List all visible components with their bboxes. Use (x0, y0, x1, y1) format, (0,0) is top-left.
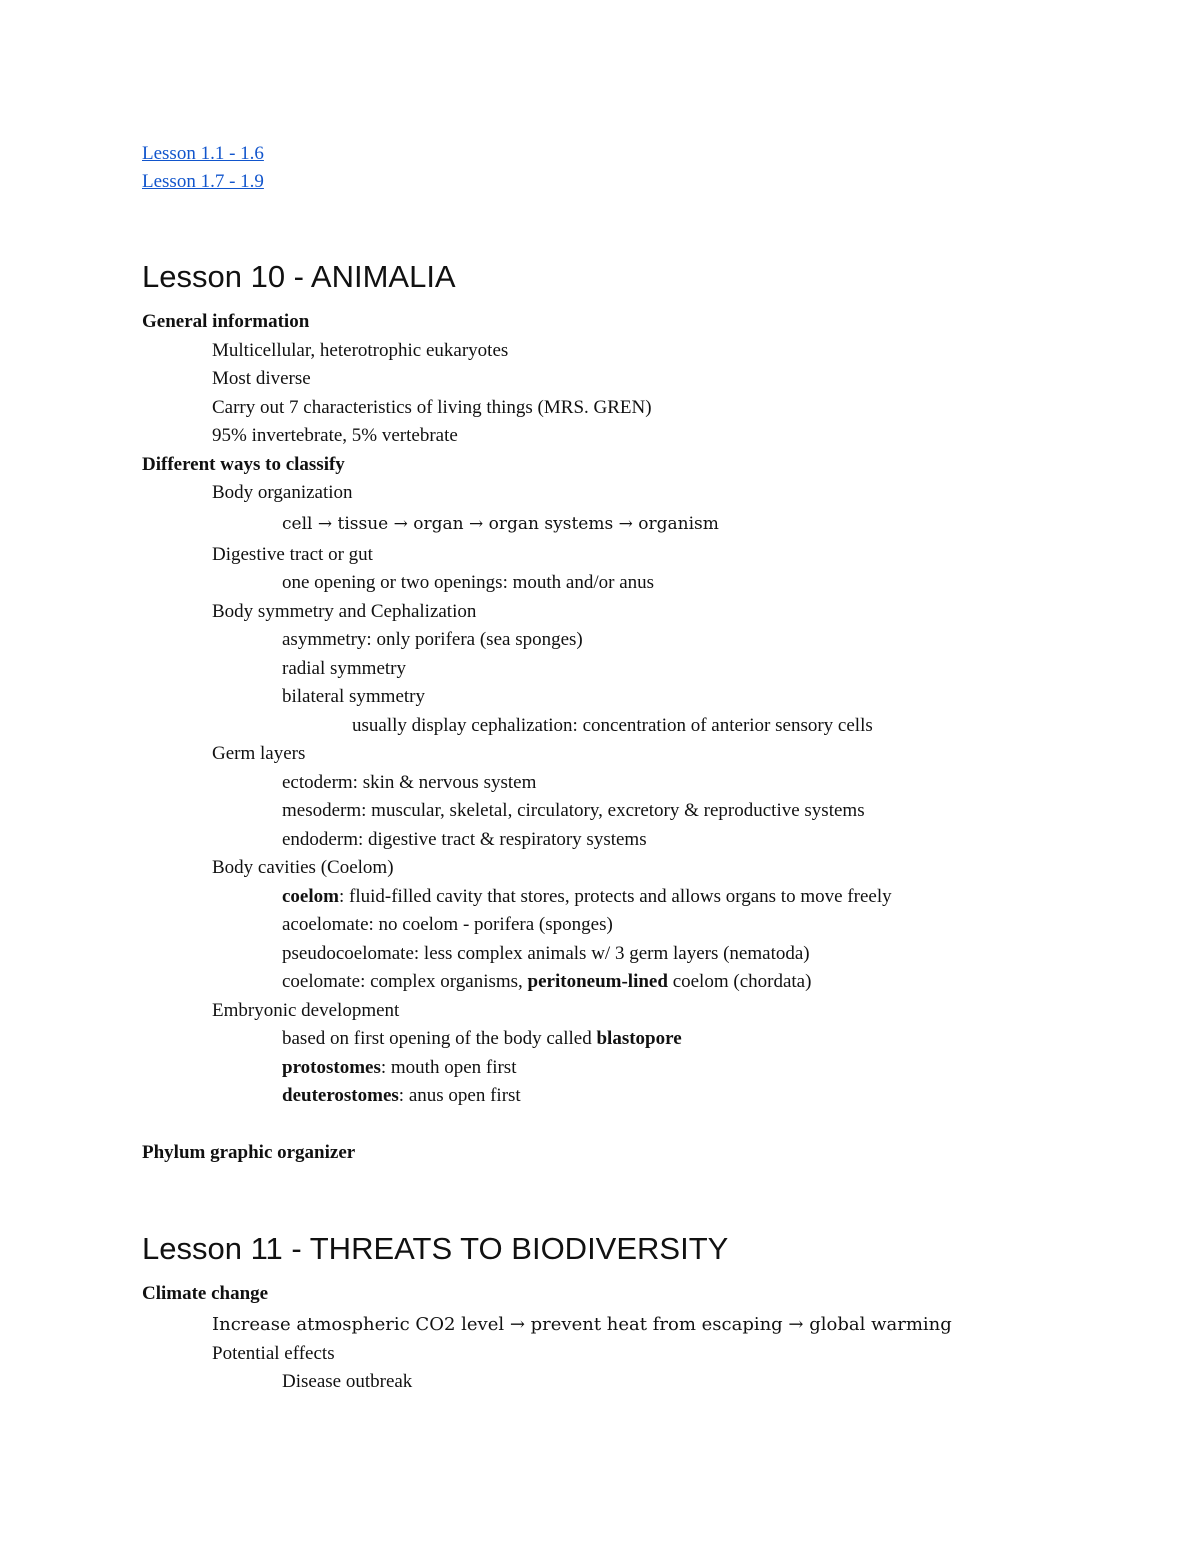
lesson-11-section (142, 1230, 1142, 1397)
deuterostomes-def: : anus open first (398, 1085, 521, 1106)
germ-layers: Germ layers (212, 743, 306, 764)
protostomes-item (142, 1054, 1142, 1083)
body-symmetry: Body symmetry and Cephalization (212, 600, 477, 622)
coelom-def-text: : fluid-filled cavity that stores, protects and allows organs to move freely (338, 885, 892, 907)
symmetry-item: bilateral symmetry (282, 686, 425, 707)
deuterostomes-item (142, 1082, 1142, 1111)
lesson-10-title: Lesson 10 - ANIMALIA (142, 259, 456, 294)
lesson-link-1-1[interactable]: Lesson 1.1 - 1.6 (142, 143, 264, 164)
coelomate-item (142, 968, 1142, 997)
phylum-organizer-heading: Phylum graphic organizer (142, 1141, 356, 1163)
acoelomate-item: acoelomate: no coelom - porifera (sponges) (282, 914, 613, 935)
deuterostomes-term: deuterostomes (282, 1085, 399, 1106)
embryonic-development: Embryonic development (212, 999, 400, 1021)
blastopore-pre: based on first opening of the body called (282, 1028, 597, 1049)
general-info-heading: General information (142, 311, 310, 332)
symmetry-item: radial symmetry (282, 657, 406, 679)
coelom-term: coelom (282, 885, 339, 907)
protostomes-term: protostomes (282, 1056, 381, 1078)
potential-effects: Potential effects (212, 1342, 335, 1364)
disease-outbreak: Disease outbreak (282, 1371, 413, 1392)
protostomes-def: : mouth open first (380, 1056, 517, 1078)
classify-heading: Different ways to classify (142, 453, 345, 475)
body-organization-detail: cell → tissue → organ → organ systems → organism (282, 513, 719, 534)
general-info-item: Multicellular, heterotrophic eukaryotes (212, 339, 509, 361)
blastopore-item (142, 1025, 1142, 1054)
climate-change-heading: Climate change (142, 1283, 269, 1304)
symmetry-item: asymmetry: only porifera (sea sponges) (282, 629, 583, 650)
general-info-item: Carry out 7 characteristics of living things (MRS. GREN) (212, 396, 652, 418)
lesson-links (142, 140, 264, 196)
coelomate-bold: peritoneum-lined (527, 971, 668, 992)
spacer (142, 1111, 1142, 1139)
digestive-tract: Digestive tract or gut (212, 543, 373, 565)
pseudocoelomate-item: pseudocoelomate: less complex animals w/ 3 germ layers (nematoda) (282, 942, 810, 964)
climate-change-line: Increase atmospheric CO2 level → prevent heat from escaping → global warming (212, 1313, 952, 1335)
coelom-definition (142, 883, 1142, 912)
body-organization: Body organization (212, 482, 353, 503)
general-info-item: Most diverse (212, 368, 311, 389)
coelomate-post: coelom (chordata) (667, 971, 812, 992)
general-info-item: 95% invertebrate, 5% vertebrate (212, 425, 458, 446)
lesson-10-section (142, 258, 1142, 1167)
digestive-tract-detail: one opening or two openings: mouth and/or anus (282, 572, 655, 593)
germ-layer-item: ectoderm: skin & nervous system (282, 771, 537, 793)
germ-layer-item: endoderm: digestive tract & respiratory systems (282, 828, 647, 850)
coelomate-pre: coelomate: complex organisms, (282, 971, 528, 992)
body-cavities: Body cavities (Coelom) (212, 857, 394, 878)
lesson-link-1-7[interactable]: Lesson 1.7 - 1.9 (142, 171, 264, 192)
germ-layer-item: mesoderm: muscular, skeletal, circulatory, excretory & reproductive systems (282, 800, 865, 821)
lesson-11-title: Lesson 11 - THREATS TO BIODIVERSITY (142, 1231, 729, 1266)
blastopore-term: blastopore (596, 1028, 682, 1049)
cephalization-note: usually display cephalization: concentration of anterior sensory cells (352, 714, 873, 736)
